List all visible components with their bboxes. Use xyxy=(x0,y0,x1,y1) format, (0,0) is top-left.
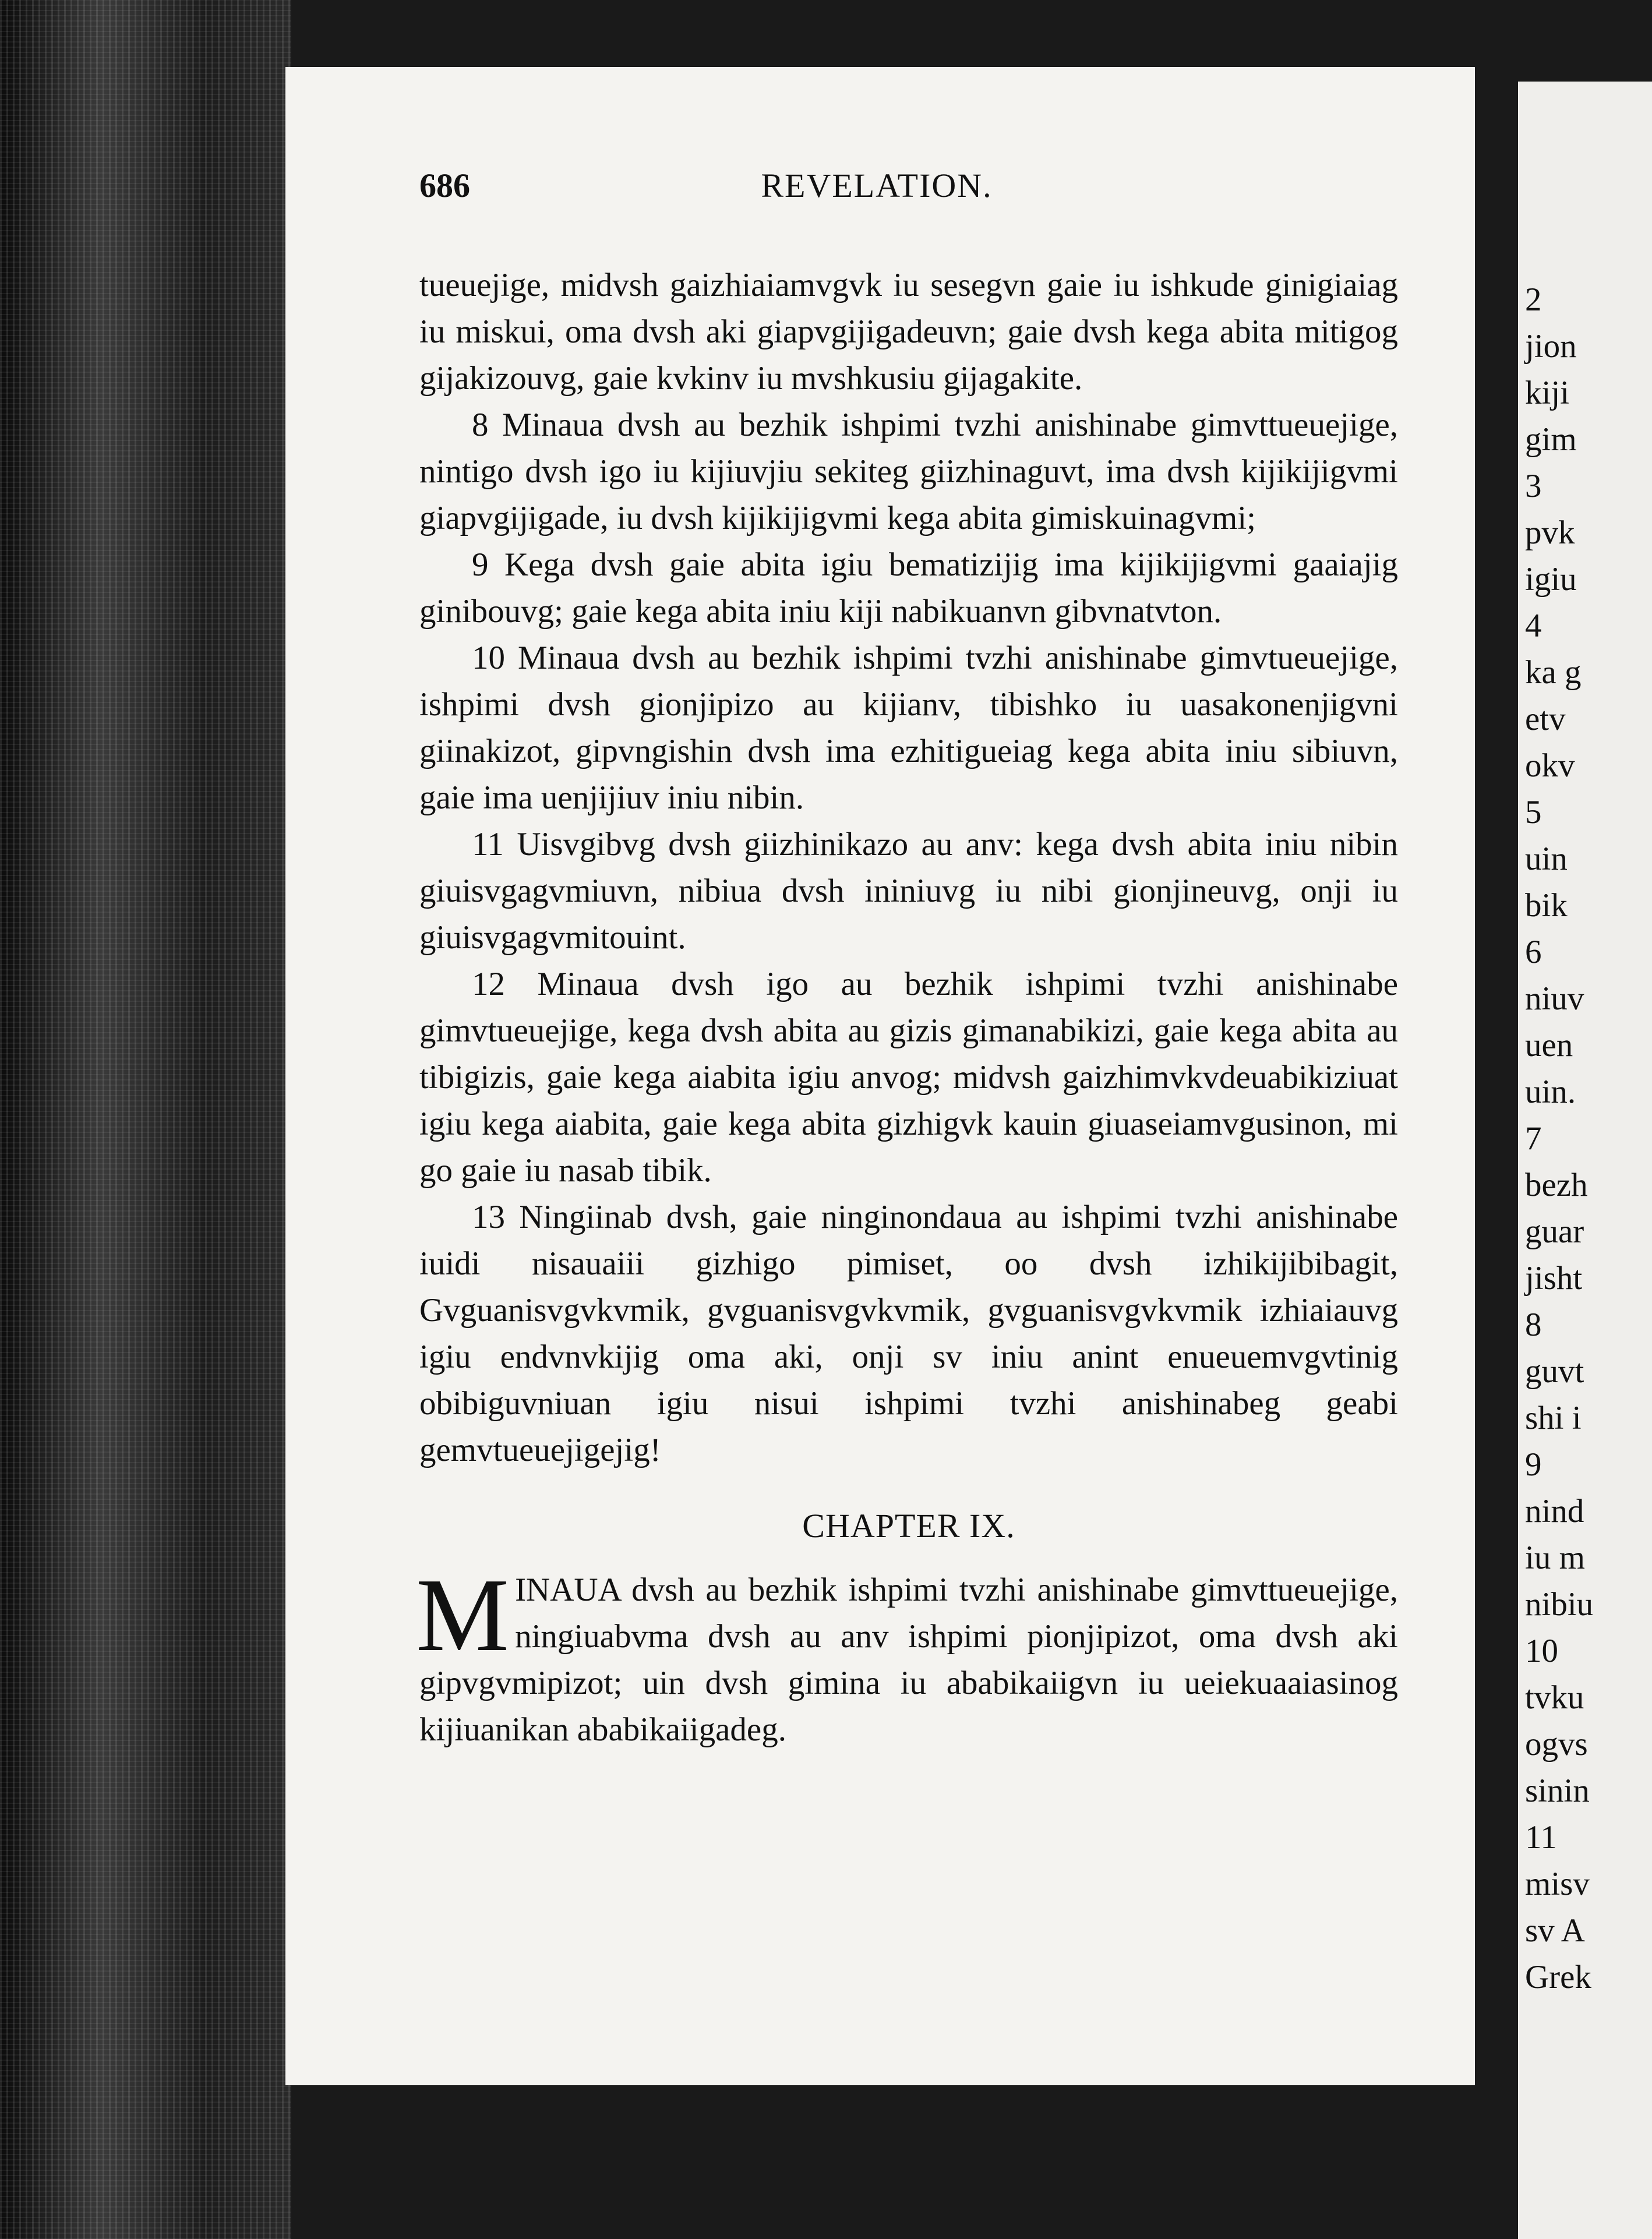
facing-page-line: 9 xyxy=(1525,1446,1542,1483)
facing-page-line: gim xyxy=(1525,421,1577,458)
facing-page-line: bik xyxy=(1525,887,1568,924)
facing-page-line: sv A xyxy=(1525,1912,1585,1949)
facing-page-line: bezh xyxy=(1525,1167,1588,1203)
facing-page-line: 7 xyxy=(1525,1120,1542,1157)
chapter-heading: CHAPTER IX. xyxy=(802,1507,1015,1545)
verse-10: 10 Minaua dvsh au bezhik ishpimi tvzhi anishinabe gimvtueuejige, ishpimi dvsh gionjipizo au kijianv, tibishko iu uasakonenjigvni giinakizot, gipvngishin dvsh ima ezhitigueiag kega abita iniu sibiuvn, gaie ima uenjijiuv iniu nibin. xyxy=(419,640,1398,816)
facing-page-line: ogvs xyxy=(1525,1726,1588,1763)
verse-8: 8 Minaua dvsh au bezhik ishpimi tvzhi anishinabe gimvttueuejige, nintigo dvsh igo iu kijiuvjiu sekiteg giizhinaguvt, ima dvsh kijikijigvmi giapvgijigade, iu dvsh kijikijigvmi kega abita gimiskuinagvmi; xyxy=(419,407,1398,536)
page-body xyxy=(416,262,1398,1753)
facing-page-line: guvt xyxy=(1525,1353,1584,1390)
running-title: REVELATION. xyxy=(761,167,993,204)
facing-page-line: 6 xyxy=(1525,934,1542,970)
book-page xyxy=(285,67,1475,2085)
verse-9: 9 Kega dvsh gaie abita igiu bematizijig ima kijikijigvmi gaaiajig ginibouvg; gaie kega abita iniu kiji nabikuanvn gibvnatvton. xyxy=(419,546,1398,630)
facing-page-line: igiu xyxy=(1525,561,1577,598)
facing-page-line: Grek xyxy=(1525,1959,1591,1996)
chapter-verse-text: INAUA dvsh au bezhik ishpimi tvzhi anishinabe gimvttueuejige, ningiuabvma dvsh au anv ishpimi pionjipizot, oma dvsh aki gipvgvmipizot; uin dvsh gimina iu ababikaiigvn iu ueiekuaaiasinog kijiuanikan ababikaiigadeg. xyxy=(419,1571,1398,1748)
facing-page-line: uin xyxy=(1525,840,1568,877)
page-number: 686 xyxy=(419,167,470,204)
page-header xyxy=(419,166,1334,218)
verse-11: 11 Uisvgibvg dvsh giizhinikazo au anv: kega dvsh abita iniu nibin giuisvgagvmiuvn, nibiua dvsh ininiuvg iu nibi gionjineuvg, onji iu giuisvgagvmitouint. xyxy=(419,826,1398,956)
facing-page-line: jisht xyxy=(1525,1260,1583,1297)
facing-page-line: uen xyxy=(1525,1027,1573,1064)
facing-page-line: misv xyxy=(1525,1866,1590,1902)
facing-page-line: ka g xyxy=(1525,654,1582,691)
facing-page-line: iu m xyxy=(1525,1539,1585,1576)
facing-page-line: etv xyxy=(1525,701,1566,737)
facing-page-text xyxy=(1525,277,1652,2001)
facing-page-line: 10 xyxy=(1525,1633,1558,1669)
facing-page-line: uin. xyxy=(1525,1073,1576,1110)
facing-page-line: tvku xyxy=(1525,1679,1584,1716)
facing-page-line: nibiu xyxy=(1525,1586,1594,1623)
chapter-9-verse-1 xyxy=(416,1557,1398,1753)
facing-page-line: kiji xyxy=(1525,375,1570,411)
book-binding-gutter xyxy=(0,0,291,2239)
verse-12: 12 Minaua dvsh igo au bezhik ishpimi tvzhi anishinabe gimvtueuejige, kega dvsh abita au gizis gimanabikizi, gaie kega abita au tibigizis, gaie kega aiabita igiu anvog; midvsh gaizhimvkvdeuabikiziuat igiu kega aiabita, gaie kega abita gizhigvk kauin giuaseiamvgusinon, mi go gaie iu nasab tibik. xyxy=(419,966,1398,1189)
facing-page-line: pvk xyxy=(1525,514,1575,551)
facing-page-line: niuv xyxy=(1525,980,1584,1017)
facing-page-line: sinin xyxy=(1525,1772,1590,1809)
facing-page-line: okv xyxy=(1525,747,1575,784)
facing-page-line: jion xyxy=(1525,328,1577,365)
facing-page-line: 8 xyxy=(1525,1306,1542,1343)
facing-page-line: 5 xyxy=(1525,794,1542,831)
facing-page-line: 2 xyxy=(1525,281,1542,318)
facing-page-line: 3 xyxy=(1525,468,1542,504)
verse-13: 13 Ningiinab dvsh, gaie ninginondaua au ishpimi tvzhi anishinabe iuidi nisauaiii gizhigo pimiset, oo dvsh izhikijibibagit, Gvguanisvgvkvmik, gvguanisvgvkvmik, gvguanisvgvkvmik izhiaiauvg igiu endvnvkijig oma aki, onji sv iniu anint enueuemvgvtinig obibiguvniuan igiu nisui ishpimi tvzhi anishinabeg geabi gemvtueuejigejig! xyxy=(419,1199,1398,1468)
facing-page-line: shi i xyxy=(1525,1400,1582,1436)
facing-page-edge xyxy=(1518,82,1652,2239)
facing-page-line: nind xyxy=(1525,1493,1584,1530)
drop-cap: M xyxy=(416,1557,510,1673)
facing-page-line: 11 xyxy=(1525,1819,1557,1856)
facing-page-line: guar xyxy=(1525,1213,1584,1250)
facing-page-line: 4 xyxy=(1525,608,1542,644)
continuation-paragraph: tueuejige, midvsh gaizhiaiamvgvk iu sesegvn gaie iu ishkude ginigiaiag iu miskui, oma dvsh aki giapvgijigadeuvn; gaie dvsh kega abita mitigog gijakizouvg, gaie kvkinv iu mvshkusiu gijagakite. xyxy=(419,267,1398,397)
